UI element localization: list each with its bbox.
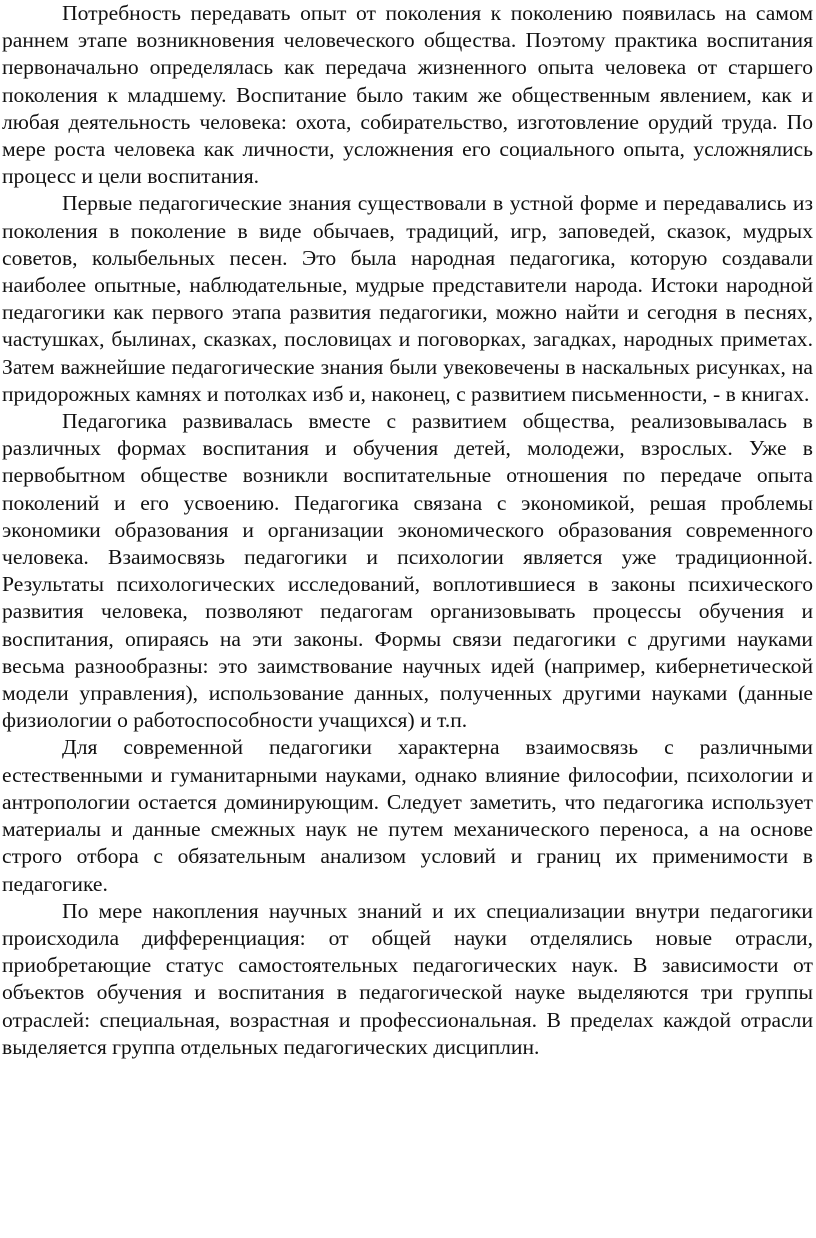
paragraph-3: Педагогика развивалась вместе с развитием общества, реализовывалась в различных формах воспитания и обучения детей, молодежи, взрослых. Уже в первобытном обществе возникли воспитательные отношения по передаче опыта поколений и его усвоению. Педагогика связана с экономикой, решая проблемы экономики образования и организации экономического образования современного человека. Взаимосвязь педагогики и психологии является уже традиционной. Результаты психологических исследований, воплотившиеся в законы психического развития человека, позволяют педагогам организовывать процессы обучения и воспитания, опираясь на эти законы. Формы связи педагогики с другими науками весьма разнообразны: это заимствование научных идей (например, кибернетической модели управления), использование данных, полученных другими науками (данные физиологии о работоспособности учащихся) и т.п. <box>2 409 813 733</box>
paragraph-4: Для современной педагогики характерна взаимосвязь с различными естественными и гуманитарными науками, однако влияние философии, психологии и антропологии остается доминирующим. Следует заметить, что педагогика использует материалы и данные смежных наук не путем механического переноса, а на основе строго отбора с обязательным анализом условий и границ их применимости в педагогике. <box>2 735 813 896</box>
paragraph-2: Первые педагогические знания существовали в устной форме и передавались из поколения в поколение в виде обычаев, традиций, игр, заповедей, сказок, мудрых советов, колыбельных песен. Это была народная педагогика, которую создавали наиболее опытные, наблюдательные, мудрые представители народа. Истоки народной педагогики как первого этапа развития педагогики, можно найти и сегодня в песнях, частушках, былинах, сказках, пословицах и поговорках, загадках, народных приметах. Затем важнейшие педагогические знания были увековечены в наскальных рисунках, на придорожных камнях и потолках изб и, наконец, с развитием письменности, - в книгах. <box>2 191 813 406</box>
paragraph-1: Потребность передавать опыт от поколения к поколению появилась на самом раннем этапе возникновения человеческого общества. Поэтому практика воспитания первоначально определялась как передача жизненного опыта человека от старшего поколения к младшему. Воспитание было таким же общественным явлением, как и любая деятельность человека: охота, собирательство, изготовление орудий труда. По мере роста человека как личности, усложнения его социального опыта, усложнялись процесс и цели воспитания. <box>2 1 813 189</box>
document-page <box>2 0 813 1061</box>
paragraph-5: По мере накопления научных знаний и их специализации внутри педагогики происходила дифференциация: от общей науки отделялись новые отрасли, приобретающие статус самостоятельных педагогических наук. В зависимости от объектов обучения и воспитания в педагогической науке выделяются три группы отраслей: специальная, возрастная и профессиональная. В пределах каждой отрасли выделяется группа отдельных педагогических дисциплин. <box>2 898 813 1059</box>
